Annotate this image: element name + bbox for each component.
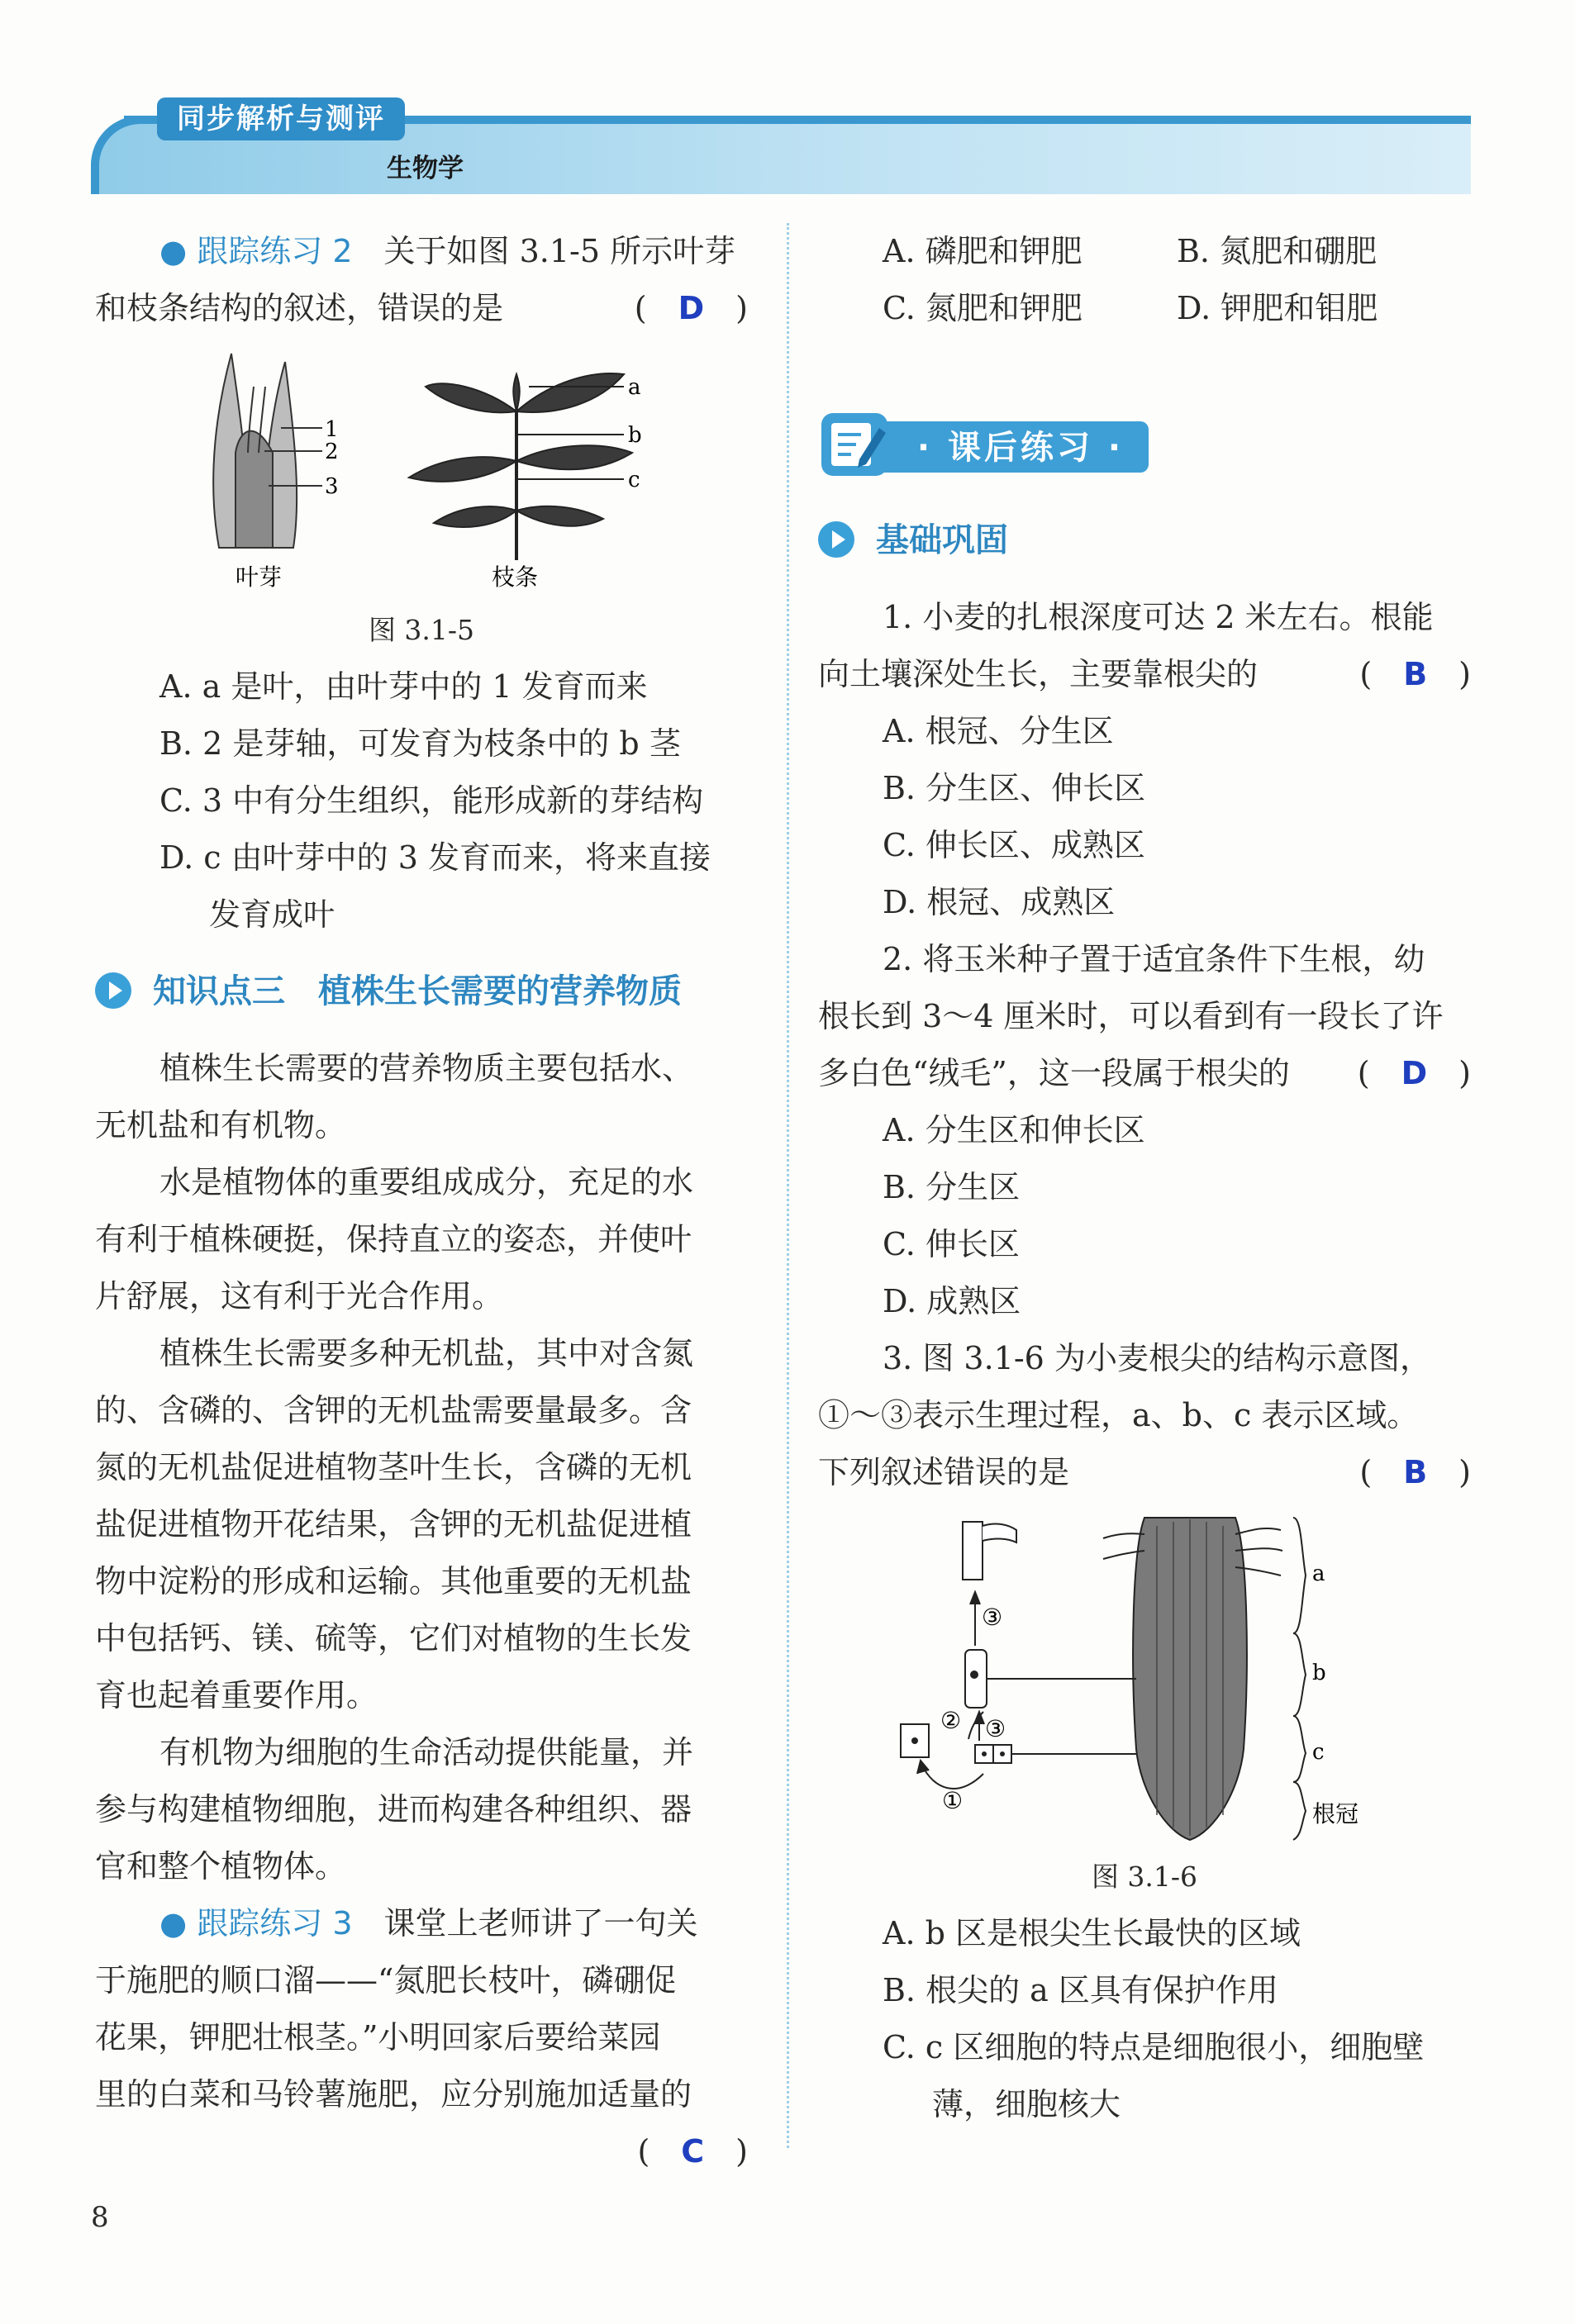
q3-line: 下列叙述错误的是 — [818, 1454, 1070, 1490]
branch-caption: 枝条 — [492, 563, 539, 591]
region-label-b: b — [1312, 1661, 1326, 1685]
region-label-rootcap: 根冠 — [1312, 1800, 1359, 1827]
para-line: 植株生长需要的营养物质主要包括水、 — [159, 1050, 694, 1086]
header-curve — [91, 116, 157, 194]
q2-option-c: C. 伸长区 — [883, 1226, 1020, 1262]
answer-mark: C — [681, 2133, 705, 2170]
q1-option-a: A. 根冠、分生区 — [883, 713, 1114, 749]
q1-line: 1. 小麦的扎根深度可达 2 米左右。根能 — [883, 599, 1434, 635]
practice3-line: 里的白菜和马铃薯施肥，应分别施加适量的 — [95, 2076, 692, 2113]
option-b: B. 2 是芽轴，可发育为枝条中的 b 茎 — [159, 725, 681, 762]
book-title: 同步解析与测评 — [157, 97, 405, 140]
leaf-bud-drawing — [213, 354, 322, 548]
para-line: 育也起着重要作用。 — [95, 1677, 378, 1713]
q2-option-b: B. 分生区 — [883, 1169, 1021, 1205]
answer-mark: B — [1403, 656, 1428, 692]
process-label-3a: ③ — [982, 1604, 1003, 1631]
subject-label: 生物学 — [387, 154, 464, 183]
q2-option-a: A. 分生区和伸长区 — [883, 1112, 1145, 1148]
p3-option-a: A. 磷肥和钾肥 — [883, 233, 1083, 269]
answer-bracket: ( C ) — [637, 2133, 748, 2170]
branch-drawing — [409, 373, 632, 560]
left-column — [95, 223, 748, 2180]
q1-option-d: D. 根冠、成熟区 — [883, 884, 1116, 920]
option-d: D. c 由叶芽中的 3 发育而来，将来直接 — [159, 839, 711, 876]
para-line: 中包括钙、镁、硫等，它们对植物的生长发 — [95, 1620, 692, 1656]
bud-caption: 叶芽 — [236, 563, 283, 591]
para-line: 参与构建植物细胞，进而构建各种组织、器 — [95, 1791, 692, 1827]
para-line: 有机物为细胞的生命活动提供能量，并 — [159, 1734, 694, 1770]
answer-mark: D — [1401, 1055, 1428, 1091]
q2-option-d: D. 成熟区 — [883, 1283, 1021, 1319]
answer-bracket: ( D ) — [634, 290, 748, 326]
bullet-icon: ● — [159, 1905, 188, 1941]
practice3-label: 跟踪练习 3 — [197, 1905, 353, 1941]
q1-line: 向土壤深处生长，主要靠根尖的 — [818, 656, 1259, 692]
process-label-3b: ③ — [985, 1715, 1006, 1742]
bullet-icon: ● — [159, 233, 188, 269]
practice-banner — [818, 408, 1157, 481]
right-column — [818, 223, 1471, 337]
q2-line: 根长到 3～4 厘米时，可以看到有一段长了许 — [818, 998, 1444, 1034]
answer-mark: B — [1403, 1454, 1428, 1490]
q3-option-c-cont: 薄，细胞核大 — [932, 2086, 1121, 2122]
knowledge-body — [95, 1040, 748, 1895]
option-c: C. 3 中有分生组织，能形成新的芽结构 — [159, 782, 704, 819]
q2-line: 多白色“绒毛”，这一段属于根尖的 — [818, 1055, 1290, 1091]
page-number: 8 — [91, 2201, 109, 2234]
answer-mark: D — [678, 290, 705, 326]
bud-label-3: 3 — [325, 474, 339, 499]
practice3-line: 花果，钾肥壮根茎。”小明回家后要给菜园 — [95, 2019, 661, 2055]
banner-title: · 课后练习 · — [916, 429, 1125, 467]
answer-bracket: ( B ) — [1359, 1454, 1471, 1490]
q1-option-b: B. 分生区、伸长区 — [883, 770, 1146, 806]
branch-label-b: b — [628, 423, 642, 448]
para-line: 官和整个植物体。 — [95, 1848, 347, 1884]
q3-option-c: C. c 区细胞的特点是细胞很小，细胞壁 — [883, 2029, 1425, 2065]
basic-heading — [818, 512, 1471, 569]
section3-title: 知识点三 植株生长需要的营养物质 — [153, 972, 682, 1010]
bud-label-2: 2 — [325, 440, 339, 464]
q3-line: ①～③表示生理过程，a、b、c 表示区域。 — [818, 1397, 1419, 1433]
para-line: 无机盐和有机物。 — [95, 1107, 347, 1143]
q2-line: 2. 将玉米种子置于适宜条件下生根，幼 — [883, 941, 1425, 977]
section-heading — [95, 963, 748, 1020]
root-tip-diagram — [818, 1501, 1471, 1848]
q1-option-c: C. 伸长区、成熟区 — [883, 827, 1145, 863]
answer-bracket: ( D ) — [1357, 1055, 1471, 1091]
right-column-exercises — [818, 512, 1471, 2133]
q3-option-a: A. b 区是根尖生长最快的区域 — [883, 1915, 1301, 1951]
practice3-line: 课堂上老师讲了一句关 — [383, 1905, 698, 1941]
branch-label-c: c — [628, 468, 640, 492]
figure-caption: 图 3.1-5 — [368, 614, 475, 646]
para-line: 水是植物体的重要组成成分，充足的水 — [159, 1164, 694, 1200]
p3-option-c: C. 氮肥和钾肥 — [883, 290, 1083, 326]
q3-line: 3. 图 3.1-6 为小麦根尖的结构示意图， — [883, 1340, 1431, 1376]
q3-option-b: B. 根尖的 a 区具有保护作用 — [883, 1972, 1278, 2008]
option-a: A. a 是叶，由叶芽中的 1 发育而来 — [159, 668, 648, 705]
para-line: 物中淀粉的形成和运输。其他重要的无机盐 — [95, 1563, 692, 1599]
para-line: 的、含磷的、含钾的无机盐需要量最多。含 — [95, 1392, 692, 1428]
practice3-line: 于施肥的顺口溜——“氮肥长枝叶，磷硼促 — [95, 1962, 677, 1998]
practice2-stem-cont: 和枝条结构的叙述，错误的是 — [95, 290, 504, 326]
basic-title: 基础巩固 — [876, 521, 1008, 559]
play-icon — [95, 972, 131, 1009]
figure-3-1-5 — [95, 337, 748, 601]
practice2-label: 跟踪练习 2 — [197, 233, 353, 269]
para-line: 盐促进植物开花结果，含钾的无机盐促进植 — [95, 1506, 692, 1542]
para-line: 植株生长需要多种无机盐，其中对含氮 — [159, 1335, 694, 1371]
p3-options-row1 — [818, 223, 1471, 280]
leaf-bud-branch-diagram — [95, 337, 748, 601]
figure-caption: 图 3.1-6 — [1091, 1861, 1198, 1893]
process-label-2: ② — [940, 1707, 962, 1734]
figure-3-1-6 — [818, 1501, 1471, 1848]
process-label-1: ① — [942, 1787, 964, 1814]
bud-label-1: 1 — [325, 417, 339, 442]
column-divider — [787, 223, 789, 2148]
para-line: 片舒展，这有利于光合作用。 — [95, 1278, 504, 1314]
branch-label-a: a — [628, 375, 641, 400]
p3-options-row2 — [818, 280, 1471, 337]
option-d-cont: 发育成叶 — [209, 896, 335, 933]
answer-bracket: ( B ) — [1359, 656, 1471, 692]
para-line: 有利于植株硬挺，保持直立的姿态，并使叶 — [95, 1221, 692, 1257]
para-line: 氮的无机盐促进植物茎叶生长，含磷的无机 — [95, 1449, 692, 1485]
p3-option-d: D. 钾肥和钼肥 — [1177, 290, 1378, 326]
region-label-c: c — [1312, 1740, 1325, 1765]
p3-option-b: B. 氮肥和硼肥 — [1177, 233, 1378, 269]
play-icon — [818, 521, 854, 558]
practice2-stem: 关于如图 3.1-5 所示叶芽 — [383, 233, 736, 269]
region-label-a: a — [1312, 1561, 1325, 1586]
